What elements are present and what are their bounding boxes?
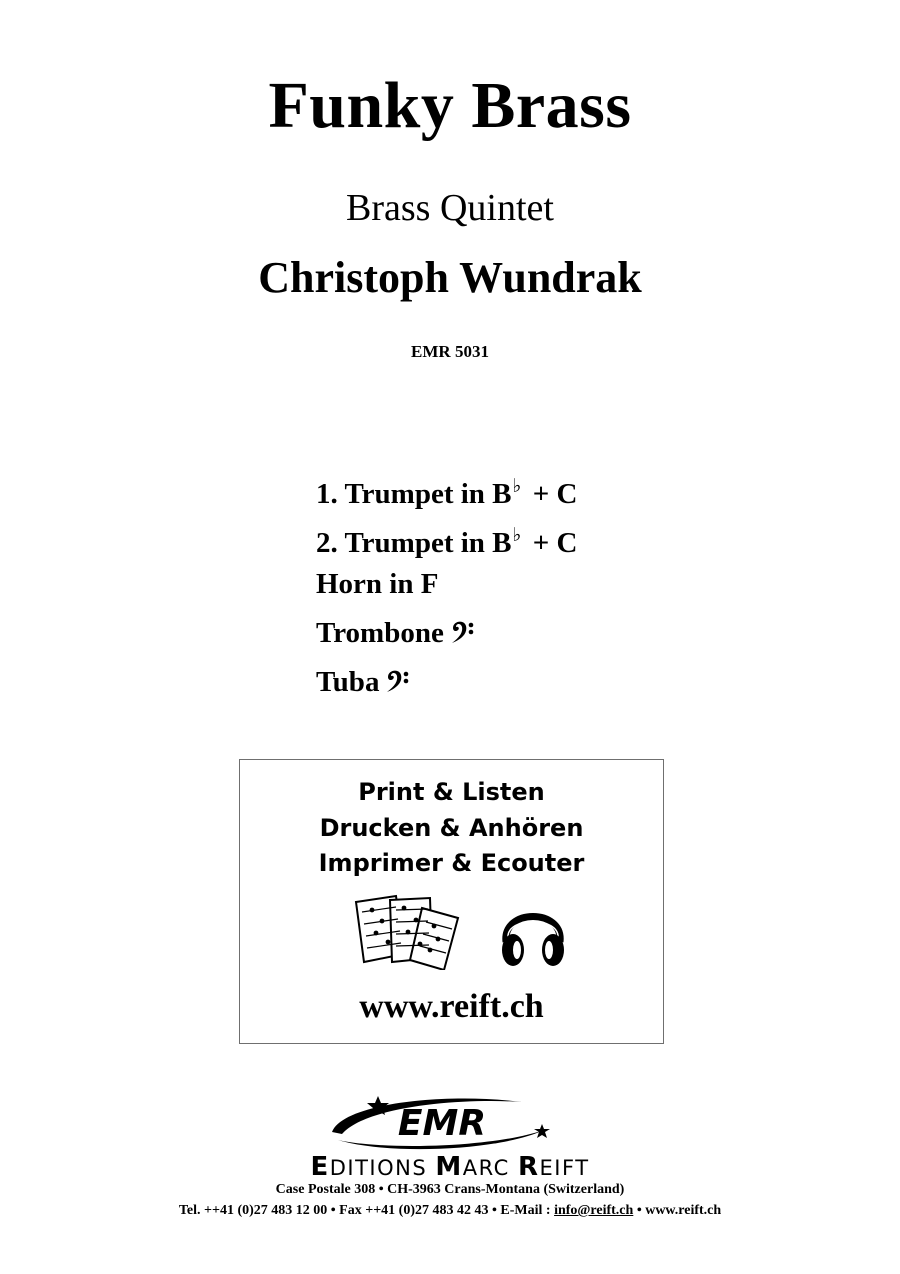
sheet-music-icon bbox=[352, 892, 464, 975]
flat-symbol: ♭ bbox=[512, 476, 522, 497]
instrument-name: Tuba bbox=[316, 666, 380, 698]
publisher-address: Case Postale 308 • CH-3963 Crans-Montana (Switzerland) bbox=[275, 1182, 625, 1197]
bass-clef-icon bbox=[385, 660, 411, 709]
instrument-list bbox=[316, 462, 577, 707]
promo-line-french: Imprimer & Ecouter bbox=[318, 849, 585, 877]
contact-website[interactable]: • www.reift.ch bbox=[633, 1203, 722, 1218]
flat-symbol: ♭ bbox=[512, 525, 522, 546]
instrument-item bbox=[316, 658, 577, 707]
promo-line-english: Print & Listen bbox=[358, 778, 545, 806]
composer-name: Christoph Wundrak bbox=[258, 253, 642, 302]
emr-logo bbox=[322, 1090, 562, 1159]
instrument-name: Horn in F bbox=[316, 568, 439, 600]
instrument-key: + C bbox=[525, 478, 578, 510]
ensemble-subtitle: Brass Quintet bbox=[346, 187, 554, 229]
score-title: Funky Brass bbox=[268, 69, 632, 142]
logo-text: EMR bbox=[397, 1103, 487, 1144]
instrument-item bbox=[316, 462, 577, 511]
instrument-item bbox=[316, 511, 577, 560]
instrument-name: Trombone bbox=[316, 617, 444, 649]
contact-phone-fax: Tel. ++41 (0)27 483 12 00 • Fax ++41 (0)27 483 42 43 • E-Mail : bbox=[178, 1203, 555, 1218]
headphones-icon bbox=[498, 894, 568, 975]
publisher-name: EDITIONS MARC REIFT bbox=[310, 1152, 590, 1182]
print-listen-box bbox=[239, 759, 664, 1044]
instrument-item bbox=[316, 609, 577, 658]
instrument-key: + C bbox=[525, 527, 578, 559]
catalog-number: EMR 5031 bbox=[411, 342, 489, 361]
promo-website[interactable]: www.reift.ch bbox=[359, 988, 544, 1025]
bass-clef-icon bbox=[450, 611, 476, 660]
publisher-contact bbox=[0, 1203, 900, 1219]
instrument-name: 1. Trumpet in B bbox=[316, 478, 512, 510]
instrument-name: 2. Trumpet in B bbox=[316, 527, 512, 559]
promo-line-german: Drucken & Anhören bbox=[319, 814, 584, 842]
email-link[interactable]: info@reift.ch bbox=[554, 1203, 634, 1218]
instrument-item bbox=[316, 560, 577, 609]
